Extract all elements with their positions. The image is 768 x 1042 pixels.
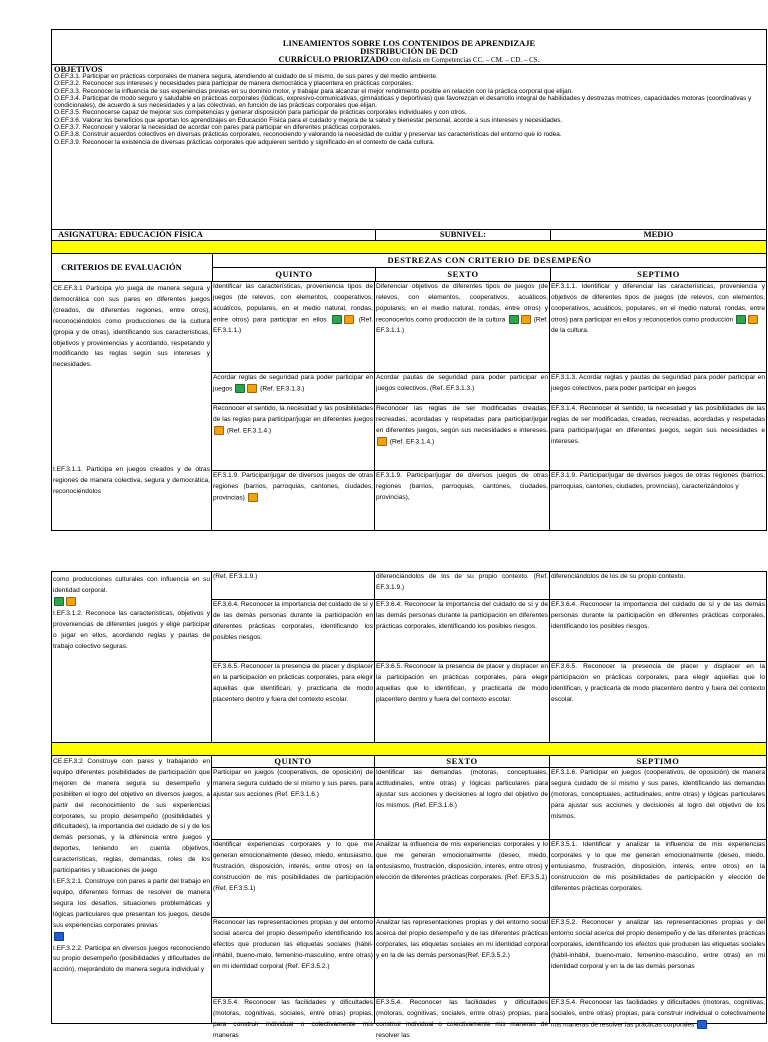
blue-competency-icon xyxy=(697,1020,707,1029)
sexto-cell: Diferenciar objetivos de diferentes tipos de juegos (de relevos, con elementos, cooperativos, acuáticos, populares, en el medio natural, rondas, entre otros) y reconocerlos como producción de la cultura (Ref. EF.3.1.1.) xyxy=(375,282,550,373)
skill-row xyxy=(212,768,767,840)
sexto-cell: EF.3.6.5. Reconocer la presencia de placer y displacer en la participación en prácticas corporales, para elegir aquellas que lo identifican, y practicarla de modo placentero dentro y fuera del contexto escolar. xyxy=(375,662,550,743)
orange-competency-icon xyxy=(344,315,354,324)
septimo-cell: EF.3.5.2. Reconocer y analizar las representaciones propias y del entorno social acerca del propio desempeño y de las diferentes prácticas corporales, identificando los efectos que producen las etiquetas sociales (hábil-inhábil, bueno-malo, femenino-masculino, entre otras) en mi identidad corporal y en la de las demás personas xyxy=(550,918,767,998)
criterion-1-block xyxy=(51,282,767,531)
skill-row xyxy=(212,662,767,743)
destrezas-header-group xyxy=(213,254,767,282)
skill-row xyxy=(212,404,767,471)
green-competency-icon xyxy=(736,315,746,324)
skill-row xyxy=(212,373,767,404)
objective-item: O.EF.3.8. Construir acuerdos colectivos en diversas prácticas corporales, reconociendo y valorando la necesidad de cuidar y preservar las características del entorno que lo rodea. xyxy=(54,131,562,139)
objective-item: O.EF.3.9. Reconocer la existencia de diversas prácticas corporales que adquieren sentido y significado en el contexto de cada cultura. xyxy=(54,138,435,146)
sexto-cell: EF.3.6.4. Reconocer la importancia del cuidado de sí y de las demás personas durante la participación en diferentes prácticas corporales, identificando los posibles riesgos. xyxy=(375,600,550,662)
quinto-cell: Reconocer las representaciones propias y del entorno social acerca del propio desempeño identificando los efectos que producen las etiquetas sociales (hábil-inhábil, bueno-malo, femenino-masculino, entre otras) en mi identidad corporal (Ref. EF.3.5.2.) xyxy=(212,918,375,998)
skill-row xyxy=(212,471,767,531)
objective-item: O.EF.3.1. Participar en prácticas corporales de manera segura, atendiendo al cuidado de sí mismo, de sus pares y del medio ambiente. xyxy=(54,73,438,80)
subject-label: ASIGNATURA: EDUCACIÓN FÍSICA xyxy=(51,230,376,241)
septimo-cell: EF.3.1.3. Acordar reglas y pautas de seguridad para poder participar en juegos colectivos, para poder participar en juegos xyxy=(550,373,767,404)
quinto-cell: Reconocer el sentido, la necesidad y las posibilidades de las reglas para participar/jugar en diferentes juegos (Ref. EF.3.1.4.) xyxy=(212,404,375,471)
objective-item: O.EF.3.7. Reconocer y valorar la necesidad de acordar con pares para participar en diferentes prácticas corporales. xyxy=(54,124,382,132)
quinto-cell: EF.3.6.5. Reconocer la presencia de placer y displacer en la participación en prácticas corporales, para elegir aquellas que identifican, y practicarla de modo placentero dentro y fuera del contexto escolar. xyxy=(212,662,375,743)
objectives-title: OBJETIVOS xyxy=(54,64,103,74)
blue-competency-icon xyxy=(54,932,64,941)
septimo-cell: EF.3.1.1. Identificar y diferenciar las características, proveniencia y objetivos de diferentes tipos de juegos (de relevos, con elementos, cooperativos, acuáticos, populares, en el medio natural, rondas, entre otros) para participar en ellos y reconocerlos como producción de la cultura. xyxy=(550,282,767,373)
subnivel-label: SUBNIVEL: xyxy=(376,230,551,241)
objectives-block xyxy=(51,65,767,230)
green-competency-icon xyxy=(332,315,342,324)
orange-competency-icon xyxy=(66,597,76,606)
sexto-cell: Analizar la influencia de mis experiencias corporales y lo que me generan emocionalmente (deseo, miedo, entusiasmo, frustración, disposición, interés, entre otros) y elección de diferentes prácticas corporales. (Ref. EF.3.5.1) xyxy=(375,840,550,918)
quinto-cell: EF.3.6.4. Reconocer la importancia del cuidado de sí y de las demás personas durante la participación en diferentes prácticas corporales, identificando los posibles riesgos. xyxy=(212,600,375,662)
header-line-2: DISTRIBUCIÓN DE DCD xyxy=(360,46,458,56)
sexto-cell: Identificar las demandas (motoras, conceptuales, actitudinales, entre otras) y lógicas particulares para ajustar sus acciones y decisiones al logro del objetivo de los mismos. (Ref. EF.3.1.6.) xyxy=(375,768,550,840)
septimo-cell: diferenciándolos de los de su propio contexto. xyxy=(550,571,767,600)
quinto-cell: Identificar las características, proveniencia tipos de juegos (de relevos, con elementos, cooperativos, acuáticos, populares, en el medio natural, rondas, entre otros) para participar en ellos (Ref. EF.3.1.1.) xyxy=(212,282,375,373)
skill-row xyxy=(212,571,767,600)
objective-item: O.EF.3.6. Valorar los beneficios que aportan los aprendizajes en Educación Física para el cuidado y mejora de la salud y bienestar personal, acorde a sus intereses y necesidades. xyxy=(54,116,563,124)
criterion-text: CE.EF.3.1 Participa y/o juega de manera segura y democrática con sus pares en diferentes juegos (creados, de diferentes regiones, entre otros), reconociéndolos como producciones de la cultura (propia y de otras), identificando sus características, objetivos y proveniencias y acordando, respetando y modificando las reglas según sus intereses y necesidades. xyxy=(53,285,210,369)
septimo-cell: EF.3.1.6. Participar en juegos (cooperativos, de oposición) de manera segura cuidado de sí mismo y sus pares, identificando las demandas (motoras, conceptuales, actitudinales, entre otras) y lógicas particulares para ajustar sus acciones y decisiones al logro del objetivo de los mismos. xyxy=(550,768,767,840)
indicator-text: I.EF.3.1.2. Reconoce las características, objetivos y proveniencias de diferentes juegos y elige participar o jugar en ellos, acordando reglas y pautas de trabajo colectivo seguras. xyxy=(53,609,210,650)
green-competency-icon xyxy=(509,315,519,324)
page-1 xyxy=(51,29,767,531)
septimo-cell: EF.3.6.4. Reconocer la importancia del cuidado de sí y de las demás personas durante la participación en diferentes prácticas corporales, identificando los posibles riesgos. xyxy=(550,600,767,662)
quinto-cell: Participar en juegos (cooperativos, de oposición) de manera segura cuidado de sí mismo y sus pares, para ajustar sus acciones (Ref. EF.3.1.6.) xyxy=(212,768,375,840)
highlight-band xyxy=(51,743,767,756)
green-competency-icon xyxy=(235,384,245,393)
objective-item: O.EF.3.4. Participar de modo seguro y saludable en prácticas corporales (lúdicas, expresivo-comunicativas, gimnásticas y deportivas) que favorezcan el desarrollo integral de habilidades y destrezas motrices, capacidades motoras (coordinativas y condicionales), de acuerdo a sus necesidades y a las colectivas, en función de las prácticas corporales que elijan. xyxy=(54,94,752,110)
skill-row xyxy=(212,282,767,373)
header-line-1: LINEAMIENTOS SOBRE LOS CONTENIDOS DE APRENDIZAJE xyxy=(282,38,536,48)
orange-competency-icon xyxy=(247,384,257,393)
quinto-header: QUINTO xyxy=(213,268,376,282)
sexto-header: SEXTO xyxy=(375,756,550,768)
criterios-header: CRITERIOS DE EVALUACIÓN xyxy=(51,254,213,282)
quinto-cell: (Ref. EF.3.1.9.) xyxy=(212,571,375,600)
green-competency-icon xyxy=(54,597,64,606)
criterion-cell xyxy=(51,571,212,743)
objective-item: O.EF.3.5. Reconocerse capaz de mejorar sus competencias y generar disposición para participar de prácticas corporales individuales y con otros. xyxy=(54,109,467,117)
septimo-cell: EF.3.1.4. Reconocer el sentido, la necesidad y las posibilidades de las reglas de ser modificadas, creadas, recreadas, acordadas y respetadas para participar/jugar en diferentes juegos, según sus necesidades e intereses. xyxy=(550,404,767,471)
sexto-header: SEXTO xyxy=(376,268,551,282)
criterion-text: CE.EF.3.2 Construye con pares y trabajando en equipo diferentes posibilidades de participación que mejoren de manera segura su desempeño y posibiliten el logro del objetivo en diversos juegos, a partir del reconocimiento de sus experiencias corporales, su propio desempeño (posibilidades y dificultades), la importancia del cuidado de sí y de los demás personas, y la diferencia entre juegos y deportes, teniendo en cuenta objetivos, características, reglas, demandas, roles de los participantes y situaciones de juego xyxy=(53,758,210,875)
grade-header-row xyxy=(212,756,767,768)
subject-row xyxy=(51,230,767,241)
criteria-header-row xyxy=(51,254,767,282)
destrezas-header: DESTREZAS CON CRITERIO DE DESEMPEÑO xyxy=(213,254,767,268)
orange-competency-icon xyxy=(521,315,531,324)
quinto-cell: EF.3.1.9. Participar/jugar de diversos juegos de otras regiones (barrios, parroquias, cantones, ciudades, provincias) xyxy=(212,471,375,531)
skill-row xyxy=(212,840,767,918)
criterion-2-block xyxy=(51,756,767,1039)
sexto-cell: diferenciándolos de los de su propio contexto. (Ref. EF.3.1.9.) xyxy=(375,571,550,600)
sexto-cell: Reconocer las reglas de ser modificadas creadas, recreadas, acordadas y respetadas para participar/jugar en diferentes juegos, según sus necesidades e intereses. (Ref. EF.3.1.4.) xyxy=(375,404,550,471)
quinto-cell: Identificar experiencias corporales y lo que me generan emocionalmente (deseo, miedo, entusiasmo, frustración, disposición, interés, entre otros) en la construcción de mis posibilidades de participación (Ref. EF.3.5.1) xyxy=(212,840,375,918)
orange-competency-icon xyxy=(748,315,758,324)
septimo-cell: EF.3.5.1. Identificar y analizar la influencia de mis experiencias corporales y lo que me generan emocionalmente (deseo, miedo, entusiasmo, frustración, disposición, interés, entre otros) en la construcción de mis posibilidades de participación y elección de diferentes prácticas corporales. xyxy=(550,840,767,918)
document-header xyxy=(51,29,767,65)
sexto-cell: Acordar pautas de seguridad para poder participar en juegos colectivos, (Ref. EF.3.1.3.) xyxy=(375,373,550,404)
indicator-text: I.EF.3.1.1. Participa en juegos creados y de otras regiones de manera colectiva, segura y democrática, reconociéndolos xyxy=(53,466,210,495)
medio-label: MEDIO xyxy=(551,230,767,241)
criterion-continued-text: como producciones culturales con influencia en su identidad corporal. xyxy=(53,576,210,594)
sexto-cell: EF.3.1.9. Participar/jugar de diversos juegos de otras regiones (barrios, parroquias, cantones, ciudades, provincias), xyxy=(375,471,550,531)
septimo-header: SEPTIMO xyxy=(550,756,767,768)
objective-item: O.EF.3.2. Reconocer sus intereses y necesidades para participar de manera democrática y placentera en prácticas corporales. xyxy=(54,80,414,88)
indicator-text: I.EF.3.2.2. Participa en diversos juegos reconociendo su propio desempeño (posibilidades y dificultades de acción), mejorándolo de manera segura individual y xyxy=(53,944,210,974)
page-gap xyxy=(0,533,768,571)
skill-row xyxy=(212,998,767,1039)
highlight-band xyxy=(51,241,767,254)
header-line-3: CURRÍCULO PRIORIZADO con énfasis en Competencias CC. – CM. – CD. – CS. xyxy=(278,54,540,64)
septimo-cell: EF.3.1.9. Participar/jugar de diversos juegos de otras regiones (barrios, parroquias, cantones, ciudades, provincias), caracterizándolos y xyxy=(550,471,767,531)
septimo-cell: EF.3.5.4. Reconocer las facilidades y dificultades (motoras, cognitivas, sociales, entre otras) propias, para construir individual o colectivamente mis maneras de resolver las prácticas corporales xyxy=(551,999,765,1029)
criterion-cell xyxy=(51,282,212,531)
quinto-cell: EF.3.5.4. Reconocer las facilidades y dificultades (motoras, cognitivas, sociales, entre otras) propias, para construir individual o colectivamente mis maneras xyxy=(213,999,373,1039)
page-2 xyxy=(51,571,767,1039)
quinto-header: QUINTO xyxy=(212,756,375,768)
criterion-cell xyxy=(51,756,212,1024)
orange-competency-icon xyxy=(248,493,258,502)
criterion-1-continued xyxy=(51,571,767,743)
orange-competency-icon xyxy=(214,426,224,435)
septimo-header: SEPTIMO xyxy=(551,268,767,282)
skill-row xyxy=(212,918,767,998)
quinto-cell: Acordar reglas de seguridad para poder participar en juegos (Ref. EF.3.1.3.) xyxy=(212,373,375,404)
skill-row xyxy=(212,600,767,662)
indicator-text: I.EF.3.2.1. Construye con pares a partir del trabajo en equipo, diferentes formas de resolver de manera segura los desafíos, situaciones problemáticas y lógicas particulares que presentan los juegos, desde sus experiencias corporales previas xyxy=(53,877,210,929)
septimo-cell: EF.3.6.5. Reconocer la presencia de placer y displacer en la participación en prácticas corporales, para elegir aquellas que lo identifican, y practicarla de modo placentero dentro y fuera del contexto escolar. xyxy=(550,662,767,743)
orange-competency-icon xyxy=(377,437,387,446)
sexto-cell: Analizar las representaciones propias y del entorno social acerca del propio desempeño y de las diferentes prácticas corporales, las etiquetas sociales en mi identidad corporal y en la de las demás personas(Ref. EF.3.5.2.) xyxy=(375,918,550,998)
sexto-cell: EF.3.5.4. Reconocer las facilidades y dificultades (motoras, cognitivas, sociales, entre otras) propias, para construir individual o colectivamente mis maneras de resolver las xyxy=(376,999,548,1039)
objective-item: O.EF.3.3. Reconocer la influencia de sus experiencias previas en su dominio motor, y trabajar para alcanzar el mejor rendimiento posible en relación con la práctica corporal que elijan. xyxy=(54,87,573,95)
